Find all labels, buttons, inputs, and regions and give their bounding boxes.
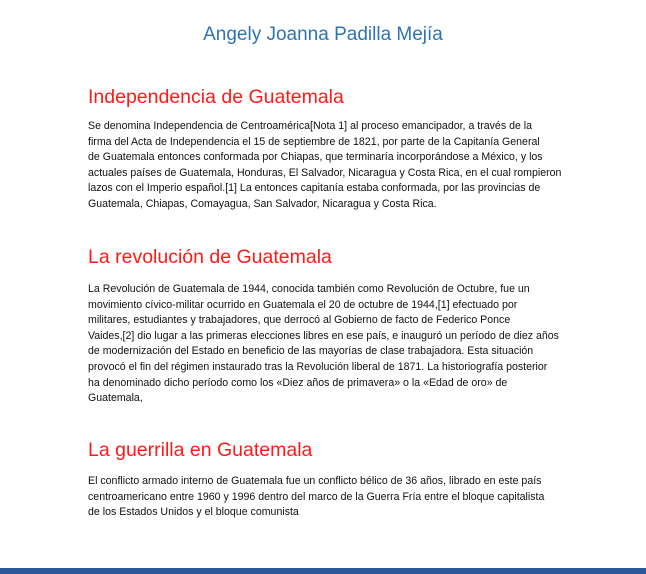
paragraph-line: firma del Acta de Independencia el 15 de septiembre de 1821, por parte de la Capitanía General — [88, 135, 540, 148]
section-heading-guerrilla: La guerrilla en Guatemala — [88, 439, 313, 461]
paragraph-line: Guatemala, — [88, 392, 143, 405]
paragraph-line: movimiento cívico-militar ocurrido en Guatemala el 20 de octubre de 1944,[1] efectuado por — [88, 298, 518, 311]
section-heading-revolucion: La revolución de Guatemala — [88, 246, 332, 268]
author-name: Angely Joanna Padilla Mejía — [203, 24, 443, 45]
paragraph-line: de Guatemala entonces conformada por Chiapas, que terminaría incorporándose a México, y los — [88, 151, 543, 164]
paragraph-line: militares, estudiantes y trabajadores, que derrocó al Gobierno de facto de Federico Ponce — [88, 314, 511, 327]
paragraph-line: Se denomina Independencia de Centroamérica[Nota 1] al proceso emancipador, a través de la — [88, 120, 533, 132]
section-paragraph-revolucion — [88, 282, 566, 407]
paragraph-line: centroamericano entre 1960 y 1996 dentro del marco de la Guerra Fría entre el bloque capitalista — [88, 490, 545, 503]
paragraph-line: ha denominado dicho período como los «Diez años de primavera» o la «Edad de oro» de — [88, 376, 508, 389]
section-paragraph-independencia — [88, 119, 566, 213]
paragraph-line: Guatemala, Chiapas, Comayagua, San Salvador, Nicaragua y Costa Rica. — [88, 197, 437, 210]
paragraph-line: de modernización del Estado en beneficio de las mayorías de clase trabajadora. Esta situación — [88, 345, 534, 358]
paragraph-line: provocó el fin del régimen instaurado tras la Revolución liberal de 1871. La historiografía posterior — [88, 360, 548, 373]
section-heading-independencia: Independencia de Guatemala — [88, 86, 344, 108]
paragraph-line: de los Estados Unidos y el bloque comunista — [88, 506, 299, 519]
paragraph-line: lazos con el Imperio español.[1] La entonces capitanía estaba conformada, por las provincias de — [88, 182, 541, 195]
paragraph-line: La Revolución de Guatemala de 1944, conocida también como Revolución de Octubre, fue un — [88, 283, 530, 295]
paragraph-line: actuales países de Guatemala, Honduras, El Salvador, Nicaragua y Costa Rica, en el cual rompieron — [88, 166, 562, 179]
paragraph-line: El conflicto armado interno de Guatemala fue un conflicto bélico de 36 años, librado en este país — [88, 475, 542, 487]
section-paragraph-guerrilla — [88, 474, 566, 521]
paragraph-line: Vaides,[2] dio lugar a las primeras elecciones libres en ese país, e inauguró un período de diez años — [88, 329, 559, 342]
status-bar — [0, 568, 646, 574]
